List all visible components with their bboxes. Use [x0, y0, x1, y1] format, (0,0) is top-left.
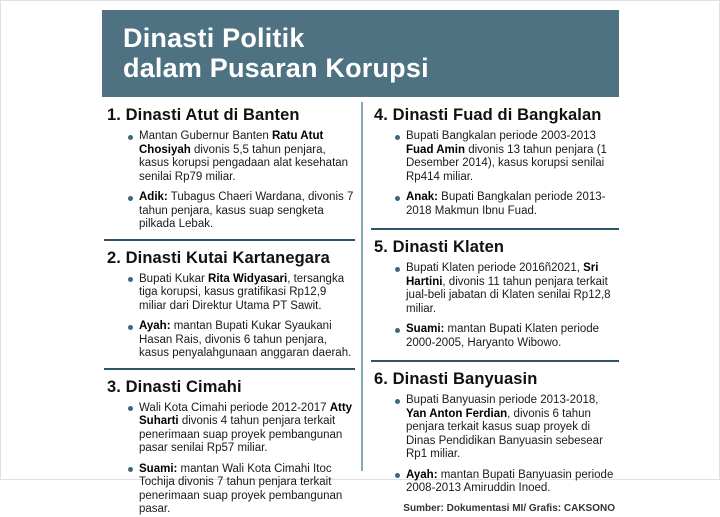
bullet-text-pre: Bupati Kukar — [139, 272, 209, 285]
bullet-text — [406, 323, 619, 350]
bullet-text — [406, 262, 619, 316]
bullet-list — [128, 130, 355, 232]
list-item — [128, 402, 355, 456]
page-title-line-1: Dinasti Politik — [123, 23, 305, 53]
section-divider — [371, 228, 619, 230]
bullet-text-post: , divonis 11 tahun penjara terkait jual-beli jabatan di Klaten senilai Rp12,8 miliar. — [406, 275, 611, 315]
bullet-text-bold: Ayah: — [406, 468, 438, 481]
bullet-icon — [128, 135, 133, 140]
section-dinasti-cimahi — [104, 374, 355, 517]
bullet-text-post: mantan Wali Kota Cimahi Itoc Tochija divonis 7 tahun penjara terkait penerimaan suap proyek pembangunan pasar. — [139, 462, 343, 515]
bullet-text-bold: Suami: — [139, 462, 178, 475]
left-column — [102, 102, 361, 515]
bullet-list — [128, 273, 355, 361]
bullet-icon — [395, 473, 400, 478]
list-item — [395, 262, 619, 316]
bullet-text-post: divonis 5,5 tahun penjara, kasus korupsi pengadaan alat kesehatan senilai Rp79 miliar. — [139, 143, 349, 183]
section-dinasti-atut — [104, 102, 355, 232]
bullet-text — [139, 191, 355, 232]
bullet-icon — [128, 277, 133, 282]
bullet-list — [395, 394, 619, 496]
bullet-text-post: mantan Bupati Banyuasin periode 2008-2013 Amiruddin Inoed. — [406, 468, 614, 494]
bullet-text-bold: Sri Hartini — [406, 262, 599, 288]
bullet-text-post: divonis 4 tahun penjara terkait penerimaan suap proyek pembangunan pasar senilai Rp57 miliar. — [139, 415, 343, 454]
section-title: 4. Dinasti Fuad di Bangkalan — [374, 106, 602, 124]
section-dinasti-fuad — [371, 102, 619, 225]
section-title: 5. Dinasti Klaten — [374, 238, 505, 256]
infographic-header — [102, 10, 619, 97]
section-divider — [104, 239, 355, 241]
bullet-icon — [395, 399, 400, 404]
bullet-text-bold: Yan Anton Ferdian — [406, 407, 508, 420]
page-title-line-2: dalam Pusaran Korupsi — [123, 53, 429, 83]
bullet-text-bold: Anak: — [406, 191, 438, 203]
section-title: 1. Dinasti Atut di Banten — [107, 106, 300, 124]
bullet-text-post: Tubagus Chaeri Wardana, divonis 7 tahun penjara, kasus suap sengketa pilkada Lebak. — [139, 191, 354, 230]
list-item — [395, 394, 619, 462]
bullet-text — [406, 191, 619, 218]
bullet-text-bold: Rita Widyasari — [208, 272, 288, 285]
bullet-text — [406, 130, 619, 184]
list-item — [395, 130, 619, 184]
bullet-text-bold: Fuad Amin — [406, 143, 465, 156]
section-dinasti-banyuasin — [371, 366, 619, 503]
list-item — [128, 463, 355, 517]
bullet-text-post: , divonis 6 tahun penjara terkait kasus suap proyek di Dinas Pendidikan Banyuasin sebesear Rp1 miliar. — [406, 407, 603, 460]
section-title: 6. Dinasti Banyuasin — [374, 370, 538, 388]
bullet-text-bold: Ayah: — [139, 320, 171, 332]
list-item — [128, 320, 355, 361]
bullet-icon — [395, 267, 400, 272]
bullet-text-pre: Bupati Banyuasin periode 2013-2018, — [406, 394, 599, 406]
bullet-text — [406, 469, 619, 496]
section-title: 2. Dinasti Kutai Kartanegara — [107, 248, 330, 267]
bullet-icon — [395, 328, 400, 333]
bullet-text-pre: Mantan Gubernur Banten — [139, 130, 272, 142]
right-column — [363, 102, 619, 514]
bullet-icon — [395, 196, 400, 201]
bullet-text-post: divonis 13 tahun penjara (1 Desember 2014), kasus korupsi senilai Rp414 miliar. — [406, 143, 607, 183]
bullet-icon — [395, 135, 400, 140]
bullet-text-post: mantan Bupati Klaten periode 2000-2005, Haryanto Wibowo. — [406, 323, 600, 349]
bullet-text — [139, 130, 355, 184]
source-credit: Sumber: Dokumentasi MI/ Grafis: CAKSONO — [403, 502, 615, 514]
bullet-text — [139, 402, 355, 456]
bullet-icon — [128, 325, 133, 330]
infographic-body — [102, 97, 619, 515]
section-dinasti-kutai — [104, 245, 355, 361]
list-item — [395, 323, 619, 350]
bullet-text-bold: Ratu Atut Chosiyah — [139, 130, 324, 156]
bullet-list — [395, 262, 619, 350]
bullet-list — [395, 130, 619, 218]
bullet-text-pre: Bupati Bangkalan periode 2003-2013 — [406, 130, 596, 142]
bullet-text — [139, 320, 355, 361]
bullet-icon — [128, 196, 133, 201]
list-item — [395, 191, 619, 218]
bullet-text-pre: Wali Kota Cimahi periode 2012-2017 — [139, 401, 330, 414]
bullet-icon — [128, 406, 133, 411]
list-item — [128, 130, 355, 184]
list-item — [128, 191, 355, 232]
section-title: 3. Dinasti Cimahi — [107, 377, 242, 396]
list-item — [128, 273, 355, 314]
bullet-text — [139, 273, 355, 314]
bullet-text-post: Bupati Bangkalan periode 2013-2018 Makmun Ibnu Fuad. — [406, 191, 606, 217]
bullet-text — [139, 463, 355, 517]
bullet-list — [128, 402, 355, 517]
bullet-text-post: , tersangka tiga korupsi, kasus gratifikasi Rp12,9 miliar dari Direktur Utama PT Sawit. — [139, 272, 345, 312]
bullet-text-pre: Bupati Klaten periode 2016ñ2021, — [406, 262, 584, 274]
infographic — [102, 10, 619, 515]
bullet-text-bold: Suami: — [406, 323, 445, 335]
section-divider — [371, 360, 619, 362]
bullet-text-bold: Adik: — [139, 191, 168, 203]
bullet-text — [406, 394, 619, 462]
list-item — [395, 469, 619, 496]
bullet-icon — [128, 467, 133, 472]
bullet-text-post: mantan Bupati Kukar Syaukani Hasan Rais, divonis 6 tahun penjara, kasus penyalahgunaan anggaran daerah. — [139, 320, 352, 359]
section-dinasti-klaten — [371, 234, 619, 357]
section-divider — [104, 368, 355, 370]
bullet-text-bold: Atty Suharti — [139, 401, 353, 427]
